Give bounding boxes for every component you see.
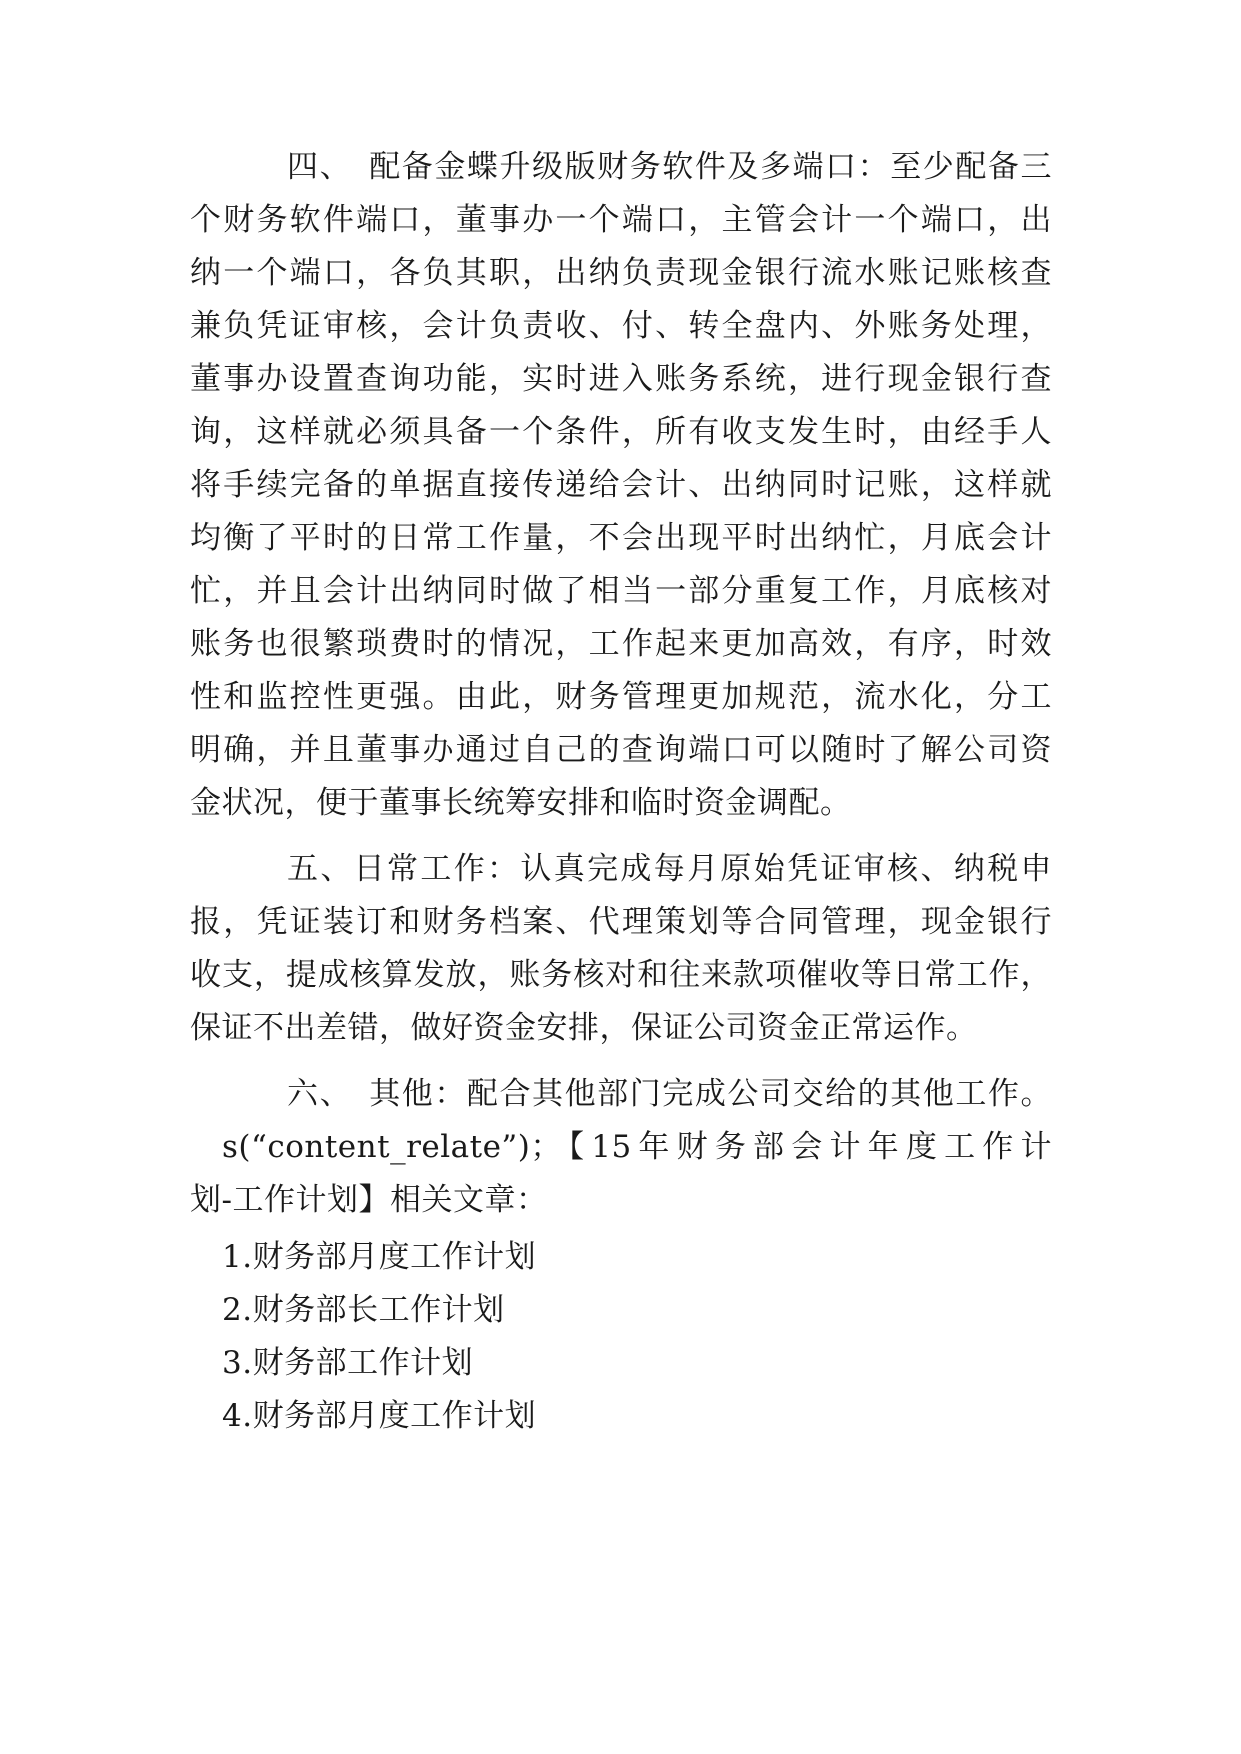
paragraph-line: 六、 其他：配合其他部门完成公司交给的其他工作。: [287, 1076, 1052, 1112]
related-link[interactable]: 3.财务部工作计划: [222, 1345, 474, 1381]
paragraph-line: 五、日常工作：认真完成每月原始凭证审核、纳税申: [287, 851, 1052, 887]
related-intro-line: 划-工作计划】相关文章：: [190, 1182, 548, 1218]
paragraph-line: 收支，提成核算发放，账务核对和往来款项催收等日常工作，: [190, 957, 1052, 993]
paragraph-line: 个财务软件端口，董事办一个端口，主管会计一个端口，出: [190, 202, 1052, 238]
related-link[interactable]: 1.财务部月度工作计划: [222, 1239, 537, 1275]
paragraph-line: 忙，并且会计出纳同时做了相当一部分重复工作，月底核对: [190, 573, 1052, 609]
paragraph-line: 兼负凭证审核，会计负责收、付、转全盘内、外账务处理，: [190, 308, 1052, 344]
related-link[interactable]: 4.财务部月度工作计划: [222, 1398, 537, 1434]
paragraph-line: 保证不出差错，做好资金安排，保证公司资金正常运作。: [190, 1010, 978, 1046]
paragraph-line: 询，这样就必须具备一个条件，所有收支发生时，由经手人: [190, 414, 1052, 450]
paragraph-line: 账务也很繁琐费时的情况，工作起来更加高效，有序，时效: [190, 626, 1052, 662]
paragraph-line: 报，凭证装订和财务档案、代理策划等合同管理，现金银行: [190, 904, 1052, 940]
paragraph-line: 董事办设置查询功能，实时进入账务系统，进行现金银行查: [190, 361, 1052, 397]
paragraph-line: 纳一个端口，各负其职，出纳负责现金银行流水账记账核查: [190, 255, 1052, 291]
paragraph-line: 性和监控性更强。由此，财务管理更加规范，流水化，分工: [190, 679, 1052, 715]
paragraph-line: 将手续完备的单据直接传递给会计、出纳同时记账，这样就: [190, 467, 1052, 503]
paragraph-line: 四、 配备金蝶升级版财务软件及多端口：至少配备三: [287, 149, 1052, 185]
paragraph-line: 明确，并且董事办通过自己的查询端口可以随时了解公司资: [190, 732, 1052, 768]
paragraph-line: 均衡了平时的日常工作量，不会出现平时出纳忙，月底会计: [190, 520, 1052, 556]
related-intro-line: s(“content_relate”)；【15年财务部会计年度工作计: [222, 1129, 1052, 1165]
paragraph-line: 金状况，便于董事长统筹安排和临时资金调配。: [190, 785, 852, 821]
related-link[interactable]: 2.财务部长工作计划: [222, 1292, 505, 1328]
